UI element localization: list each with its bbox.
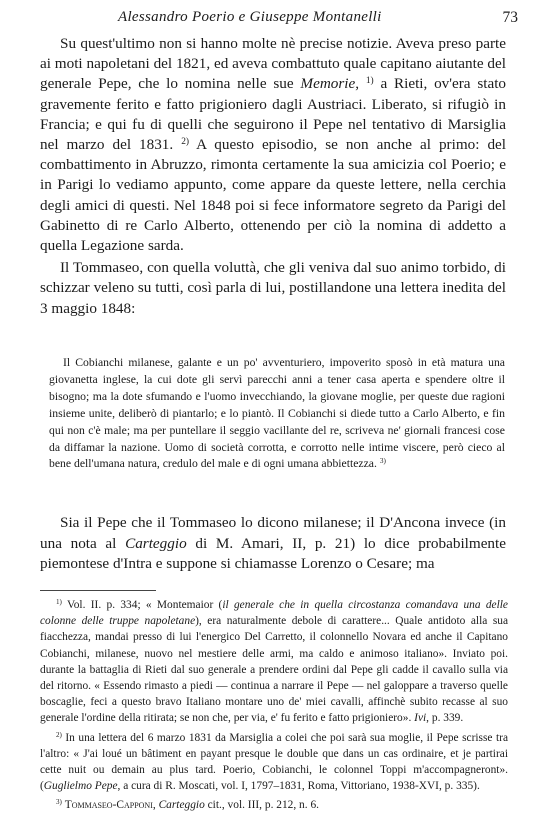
memorie-title: Memorie: [300, 75, 356, 93]
page-header: [0, 9, 550, 29]
footnotes: [40, 597, 508, 814]
block-quote: [49, 355, 505, 473]
paragraph-cobianchi-biography: Su quest'ultimo non si hanno molte nè precise notizie. Aveva preso parte ai moti napoletani del 1821, ed aveva combattuto quale capitano aiutante del generale Pepe, che lo nomina nelle sue Memorie, $^{1)}$ a Rieti, ov'era stato gravemente ferito e fatto prigioniero dagli Austriaci. Liberato, si rifugiò in Francia; e qui fu di quelli che seguirono il Pepe nel tentativo di Marsiglia nel marzo del 1831. $^{2)}$ A questo episodio, se non anche al primo: del combattimento in Abruzzo, rimonta certamente la sua amicizia col Poerio; e in Parigi lo vediamo appunto, come appare da queste lettere, nella cerchia degli amici di questi. Nel 1848 poi si fece informatore segreto da Parigi del Gabinetto di re Carlo Alberto, ottenendo per ciò la nomina di addetto a quella Legazione sarda.: [40, 35, 507, 255]
footnote-2: $^{2)}$ In una lettera del 6 marzo 1831 da Marsiglia a colei che poi sarà sua moglie, il Pepe scrisse tra l'altro: « J'ai loué un bâtiment en payant presque le double que dans un cas ordinaire, et je partirai cette nuit ou demain au plus tard. Poerio, Cobianchi, le colonnel Toppi m'accompagneront». (Guglielmo Pepe, a cura di R. Moscati, vol. I, 1797–1831, Roma, Vittoriano, 1938-XVI, p. 335).: [40, 730, 508, 793]
quote-text: Il Cobianchi milanese, galante e un po' avventuriero, impoverito sposò in età matura una giovanetta inglese, la cui dote gli servì parecchi anni a tener casa aperta e spendere oltre il bisogno; ma la dote sfumando e l'uomo invecchiando, la giovane moglie, per queste due ragioni insieme unite, deliberò di piantarlo; e lo piantò. Il Cobianchi si diede tutto a Carlo Alberto, e fin qui non c'è male; ma per puntellare il seggio vacillante del re, scriveva ne' giornali francesi cose da diffamar la nazione. Uomo di società corrotta, e corrotto nelle intime viscere, però cieco al bene dell'umana natura, credulo del male e di ogni umana abbiettezza.: [49, 356, 505, 471]
running-head: Alessandro Poerio e Giuseppe Montanelli: [118, 9, 382, 25]
page-number: 73: [502, 9, 518, 26]
footnote-3: $^{3)}$ Tommaseo-Capponi, Carteggio cit., vol. III, p. 212, n. 6.: [56, 798, 319, 812]
footnote-separator: [40, 590, 156, 591]
body-text: [40, 34, 506, 319]
paragraph-dancona: Sia il Pepe che il Tommaseo lo dicono milanese; il D'Ancona invece (in una nota al Carteggio di M. Amari, II, p. 21) lo dice probabilmente piemontese d'Intra e suppone si chiamasse Lorenzo o Cesare; ma: [40, 514, 506, 572]
footnote-1: $^{1)}$ Vol. II. p. 334; « Montemaior (il generale che in quella circostanza comandava una delle colonne delle truppe napoletane), era naturalmente debole di carattere... Quale antidoto alla sua fiacchezza, mandai presso di lui l'energico Del Carretto, il colonnello Novara ed anche il Capitano Cobianchi, milanese, nuovo nel mestiere delle armi, ma caldo e animoso italiano». Inviato poi. durante la battaglia di Rieti dal suo generale a prendere ordini dal Pepe gli cadde il cavallo sulla via del ritorno. « Essendo rimasto a piedi — continua a narrare il Pepe — nel galoppare a traverso quelle boscaglie, feci a questo bravo Italiano montare uno de' miei cavalli, affinchè subito recasse al suo generale l'ordine della ritirata; se non che, per via, e' fu ferito e fatto prigioniero». Ivi, p. 339.: [40, 598, 509, 725]
footnote-ref-3[interactable]: 3): [379, 457, 386, 466]
paragraph-tommaseo: Il Tommaseo, con quella voluttà, che gli veniva dal suo animo torbido, di schizzar veleno su tutti, così parla di lui, postillandone una lettera inedita del 3 maggio 1848:: [40, 259, 506, 317]
footnote-ref-2[interactable]: 2): [181, 136, 190, 147]
carteggio-title: Carteggio: [125, 534, 187, 552]
footnote-ref-1[interactable]: 1): [365, 76, 374, 87]
